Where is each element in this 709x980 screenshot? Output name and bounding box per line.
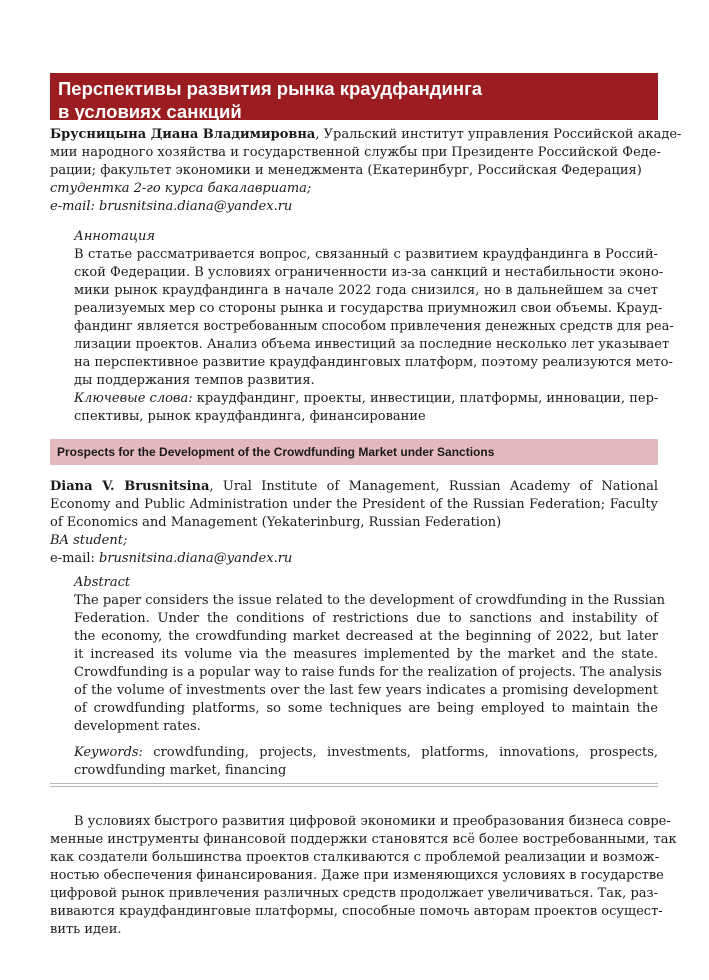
keywords-line [74, 744, 658, 762]
abstract-line: В статье рассматривается вопрос, связанный с развитием краудфандинга в Россий- [74, 247, 658, 262]
author-line [50, 478, 658, 496]
keywords-label-ru: Ключевые слова: [74, 391, 193, 406]
keywords-text-en: crowdfunding, projects, investments, platforms, innovations, prospects, [142, 745, 658, 760]
author-email-ru: e-mail: brusnitsina.diana@yandex.ru [50, 199, 293, 214]
keywords-text-ru: краудфандинг, проекты, инвестиции, платформы, инновации, пер- [192, 391, 659, 406]
body-line: виваются краудфандинговые платформы, способные помочь авторам проектов осущест- [50, 904, 663, 919]
author-line: of Economics and Management (Yekaterinburg, Russian Federation) [50, 515, 502, 530]
author-line: мии народного хозяйства и государственной службы при Президенте Российской Феде- [50, 145, 661, 160]
author-name-en: Diana V. Brusnitsina [50, 479, 210, 494]
title-line: Перспективы развития рынка краудфандинга [58, 78, 483, 99]
body-line: ностью обеспечения финансирования. Даже при изменяющихся условиях в государстве [50, 868, 664, 883]
abstract-line: реализуемых мер со стороны рынка и государства приумножил свои объемы. Крауд- [74, 301, 663, 316]
section-divider [50, 783, 658, 787]
author-position-ru: студентка 2-го курса бакалавриата; [50, 181, 312, 196]
body-line: цифровой рынок привлечения различных средств продолжает увеличиваться. Так, раз- [50, 886, 658, 901]
body-line: как создатели большинства проектов сталкиваются с проблемой реализации и возмож- [50, 850, 660, 865]
article-page [50, 73, 682, 939]
body-line: В условиях быстрого развития цифровой экономики и преобразования бизнеса совре- [74, 814, 671, 829]
body-line: вить идеи. [50, 922, 122, 937]
email-address-en: brusnitsina.diana@yandex.ru [99, 551, 293, 566]
abstract-line: of the volume of investments over the last few years indicates a promising development [74, 683, 658, 698]
abstract-line: development rates. [74, 719, 201, 734]
keywords-label-en: Keywords: [74, 745, 143, 760]
author-info-en [50, 478, 658, 568]
author-position-en: BA student; [50, 533, 128, 548]
abstract-line: лизации проектов. Анализ объема инвестиций за последние несколько лет указывает [74, 337, 670, 352]
author-line: Economy and Public Administration under the President of the Russian Federation; Faculty [50, 497, 658, 512]
abstract-line: на перспективное развитие краудфандинговых платформ, поэтому реализуются мето- [74, 355, 673, 370]
abstract-line: мики рынок краудфандинга в начале 2022 года снизился, но в дальнейшем за счет [74, 283, 658, 298]
abstract-en [50, 574, 665, 736]
author-email-en [50, 550, 658, 568]
abstract-line: фандинг является востребованным способом привлечения денежных средств для реа- [74, 319, 674, 334]
keywords-en [50, 744, 658, 780]
keywords-line: crowdfunding market, financing [74, 763, 287, 778]
author-name-ru: Брусницына Диана Владимировна [50, 127, 316, 142]
abstract-line: ды поддержания темпов развития. [74, 373, 315, 388]
keywords-line [74, 390, 658, 408]
author-affiliation-en: , Ural Institute of Management, Russian Academy of National [209, 479, 658, 494]
article-title-en: Prospects for the Development of the Crowdfunding Market under Sanctions [50, 439, 658, 465]
title-line: в условиях санкций [58, 101, 242, 122]
abstract-line: The paper considers the issue related to the development of crowdfunding in the Russian [74, 593, 665, 608]
email-label-en: e-mail: [50, 551, 99, 566]
abstract-heading-en: Abstract [74, 575, 131, 590]
body-paragraph [50, 813, 677, 939]
abstract-line: ской Федерации. В условиях ограниченности из-за санкций и нестабильности эконо- [74, 265, 664, 280]
abstract-line: of crowdfunding platforms, so some techniques are being employed to maintain the [74, 701, 658, 716]
abstract-line: Crowdfunding is a popular way to raise funds for the realization of projects. The analysis [74, 665, 662, 680]
abstract-ru [50, 228, 674, 426]
abstract-heading-ru: Аннотация [74, 229, 155, 244]
body-line: менные инструменты финансовой поддержки становятся всё более востребованными, так [50, 832, 677, 847]
author-info-ru [50, 126, 682, 216]
article-title-ru [50, 73, 658, 120]
abstract-line: it increased its volume via the measures implemented by the market and the state. [74, 647, 658, 662]
author-affiliation-ru: , Уральский институт управления Российской акаде- [315, 127, 682, 142]
author-line [50, 126, 682, 144]
abstract-line: the economy, the crowdfunding market decreased at the beginning of 2022, but later [74, 629, 658, 644]
author-line: рации; факультет экономики и менеджмента (Екатеринбург, Российская Федерация) [50, 163, 642, 178]
keywords-line: спективы, рынок краудфандинга, финансирование [74, 409, 426, 424]
abstract-line: Federation. Under the conditions of restrictions due to sanctions and instability of [74, 611, 658, 626]
